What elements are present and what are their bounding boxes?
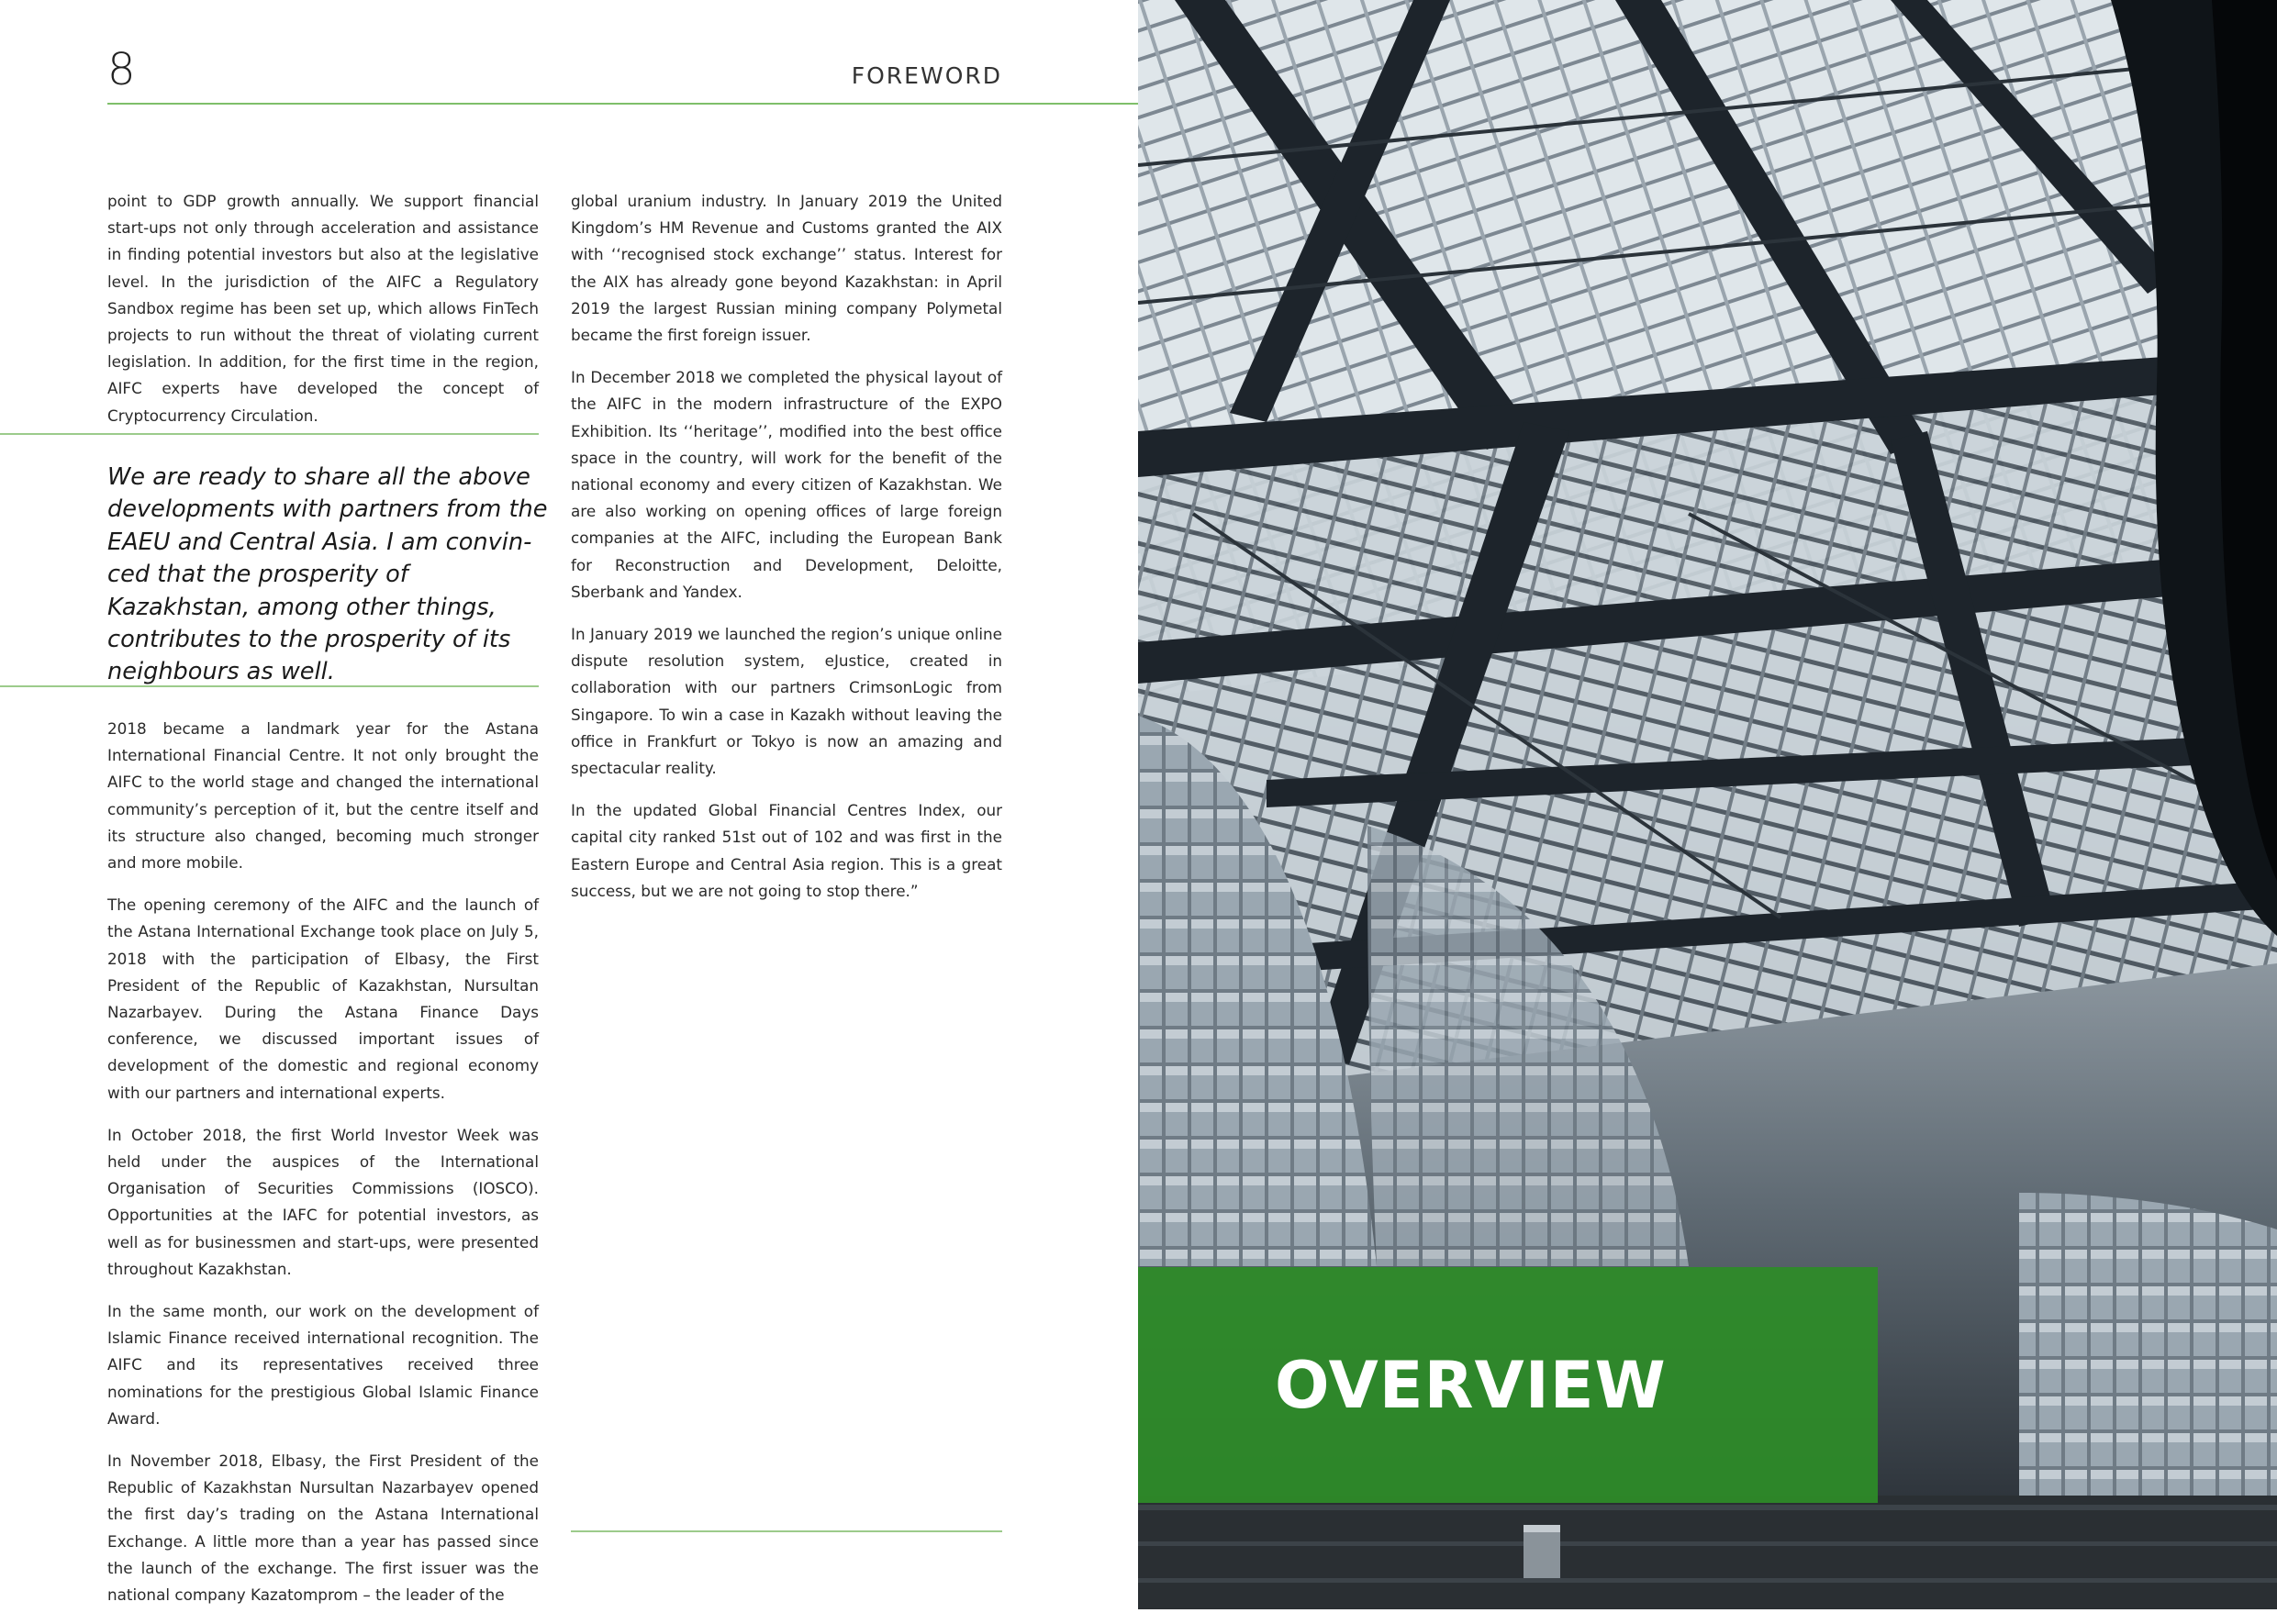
overview-title: OVERVIEW	[1275, 1348, 1667, 1423]
column-2-end-rule	[571, 1530, 1002, 1532]
column-2	[571, 188, 1002, 920]
left-page	[0, 0, 1138, 1609]
pull-quote: We are ready to share all the above developments with partners from the EAEU and Central Asia. I am convin-ced that the prosperity of Kazakhstan, among other things, contributes to the prosperity of its neighbours as well.	[107, 463, 548, 686]
paragraph: In the same month, our work on the development of Islamic Finance received international recognition. The AIFC and its representatives received three nominations for the prestigious Global Islamic Finance Award.	[107, 1302, 539, 1428]
paragraph: In October 2018, the first World Investor Week was held under the auspices of the International Organisation of Securities Commissions (IOSCO). Opportunities at the IAFC for potential investors, as well as for businessmen and start-ups, were presented throughout Kazakhstan.	[107, 1125, 539, 1278]
quote-rule-top	[0, 433, 539, 435]
paragraph: In January 2019 we launched the region’s unique online dispute resolution system, eJustice, created in collaboration with our partners CrimsonLogic from Singapore. To win a case in Kazakh without leaving the office in Frankfurt or Tokyo is now an amazing and spectacular reality.	[571, 625, 1002, 778]
paragraph: global uranium industry. In January 2019 the United Kingdom’s HM Revenue and Customs granted the AIX with ‘‘recognised stock exchange’’ status. Interest for the AIX has already gone beyond Kazakhstan: in April 2019 the largest Russian mining company Polymetal became the first foreign issuer.	[571, 192, 1002, 345]
quote-rule-bottom	[0, 685, 539, 687]
paragraph: In the updated Global Financial Centres Index, our capital city ranked 51st out of 102 and was first in the Eastern Europe and Central Asia region. This is a great success, but we are not going to stop there.”	[571, 801, 1002, 900]
overview-banner	[1138, 1267, 1878, 1503]
paragraph: point to GDP growth annually. We support financial start-ups not only through acceleration and assistance in finding potential investors but also at the legislative level. In the jurisdiction of the AIFC a Regulatory Sandbox regime has been set up, which allows FinTech projects to run without the threat of violating current legislation. In addition, for the first time in the region, AIFC experts have developed the concept of Cryptocurrency Circulation.	[107, 192, 539, 425]
column-1-bottom	[107, 716, 539, 1624]
page-number: 8	[107, 44, 136, 95]
section-title: FOREWORD	[851, 62, 1002, 89]
header-rule	[107, 103, 1138, 105]
paragraph: In November 2018, Elbasy, the First President of the Republic of Kazakhstan Nursultan Nazarbayev opened the first day’s trading on the Astana International Exchange. A little more than a year has passed since the launch of the exchange. The first issuer was the national company Kazatomprom – the leader of the	[107, 1452, 539, 1605]
paragraph: 2018 became a landmark year for the Astana International Financial Centre. It not only brought the AIFC to the world stage and changed the international community’s perception of it, but the centre itself and its structure also changed, becoming much stronger and more mobile.	[107, 719, 539, 873]
paragraph: The opening ceremony of the AIFC and the launch of the Astana International Exchange took place on July 5, 2018 with the participation of Elbasy, the First President of the Republic of Kazakhstan, Nursultan Nazarbayev. During the Astana Finance Days conference, we discussed important issues of development of the domestic and regional economy with our partners and international experts.	[107, 895, 539, 1102]
column-1-top	[107, 188, 539, 445]
paragraph: In December 2018 we completed the physical layout of the AIFC in the modern infrastructure of the EXPO Exhibition. Its ‘‘heritage’’, modified into the best office space in the country, will work for the benefit of the national economy and every citizen of Kazakhstan. We are also working on opening offices of large foreign companies at the AIFC, including the European Bank for Reconstruction and Development, Deloitte, Sberbank and Yandex.	[571, 368, 1002, 601]
